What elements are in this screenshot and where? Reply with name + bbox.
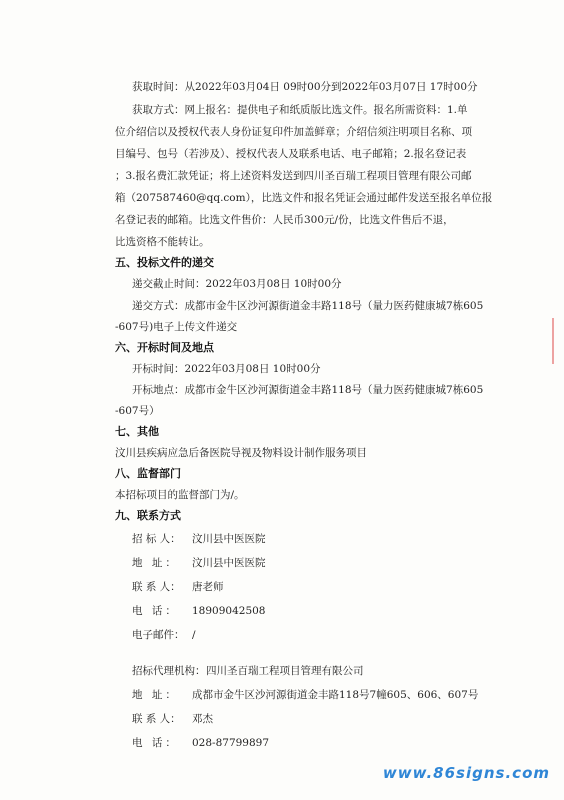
agency-value: 四川圣百瑞工程项目管理有限公司 <box>206 665 364 677</box>
acquire-method-line-7: 比选资格不能转让。 <box>115 236 210 248</box>
tenderer-email-value: / <box>192 629 196 641</box>
other-text: 汶川县疾病应急后备医院导视及物料设计制作服务项目 <box>115 447 367 459</box>
supervision-text: 本招标项目的监督部门为/。 <box>115 489 245 501</box>
agency-address-label: 地 址： <box>132 689 179 701</box>
tenderer-contact-label: 联 系 人： <box>132 581 181 593</box>
tenderer-address-label: 地 址： <box>132 557 179 569</box>
stamp-edge <box>552 318 564 364</box>
bid-open-time: 开标时间：2022年03月08日 10时00分 <box>132 363 321 375</box>
section-7-heading: 七、其他 <box>115 425 159 438</box>
agency-phone-label: 电 话： <box>132 737 179 749</box>
tenderer-address-value: 汶川县中医医院 <box>192 557 266 569</box>
tenderer-email-label: 电子邮件： <box>132 629 185 641</box>
watermark: www.86signs.com <box>382 764 550 782</box>
agency-phone-value: 028-87799897 <box>192 737 270 749</box>
agency-address-value: 成都市金牛区沙河源街道金丰路118号7幢605、606、607号 <box>192 689 479 701</box>
agency-contact-label: 联 系 人： <box>132 713 181 725</box>
acquire-time-line: 获取时间：从2022年03月04日 09时00分到2022年03月07日 17时00分 <box>132 81 478 93</box>
section-5-heading: 五、投标文件的递交 <box>115 256 214 269</box>
tenderer-phone-value: 18909042508 <box>192 605 266 617</box>
section-8-heading: 八、监督部门 <box>115 467 181 480</box>
bid-open-place-1: 开标地点：成都市金牛区沙河源街道金丰路118号（量力医药健康城7栋605 <box>132 384 484 396</box>
submit-deadline: 递交截止时间：2022年03月08日 10时00分 <box>132 278 342 290</box>
tenderer-label: 招 标 人： <box>132 533 181 545</box>
tenderer-phone-label: 电 话： <box>132 605 179 617</box>
acquire-method-line-5: 箱（207587460@qq.com），比选文件和报名凭证会通过邮件发送至报名单位报 <box>115 192 493 204</box>
acquire-method-line-2: 位介绍信以及授权代表人身份证复印件加盖鲜章；介绍信须注明项目名称、项 <box>115 126 472 138</box>
submit-method-1: 递交方式：成都市金牛区沙河源街道金丰路118号（量力医药健康城7栋605 <box>132 300 484 312</box>
bid-open-place-2: -607号） <box>115 405 160 417</box>
acquire-method-line-4: ；3.报名费汇款凭证；将上述资料发送到四川圣百瑞工程项目管理有限公司邮 <box>115 170 472 182</box>
agency-label: 招标代理机构： <box>132 665 206 677</box>
section-6-heading: 六、开标时间及地点 <box>115 341 214 354</box>
agency-contact-value: 邓杰 <box>192 713 213 725</box>
acquire-method-line-3: 目编号、包号（若涉及）、授权代表人及联系电话、电子邮箱；2.报名登记表 <box>115 148 467 160</box>
acquire-method-line-1: 获取方式：网上报名：提供电子和纸质版比选文件。报名所需资料：1.单 <box>132 104 468 116</box>
acquire-method-line-6: 名登记表的邮箱。比选文件售价：人民币300元/份，比选文件售后不退， <box>115 214 454 226</box>
tenderer-value: 汶川县中医医院 <box>192 533 266 545</box>
tenderer-contact-value: 唐老师 <box>192 581 224 593</box>
submit-method-2: -607号)电子上传文件递交 <box>115 321 238 333</box>
section-9-heading: 九、联系方式 <box>115 509 181 522</box>
